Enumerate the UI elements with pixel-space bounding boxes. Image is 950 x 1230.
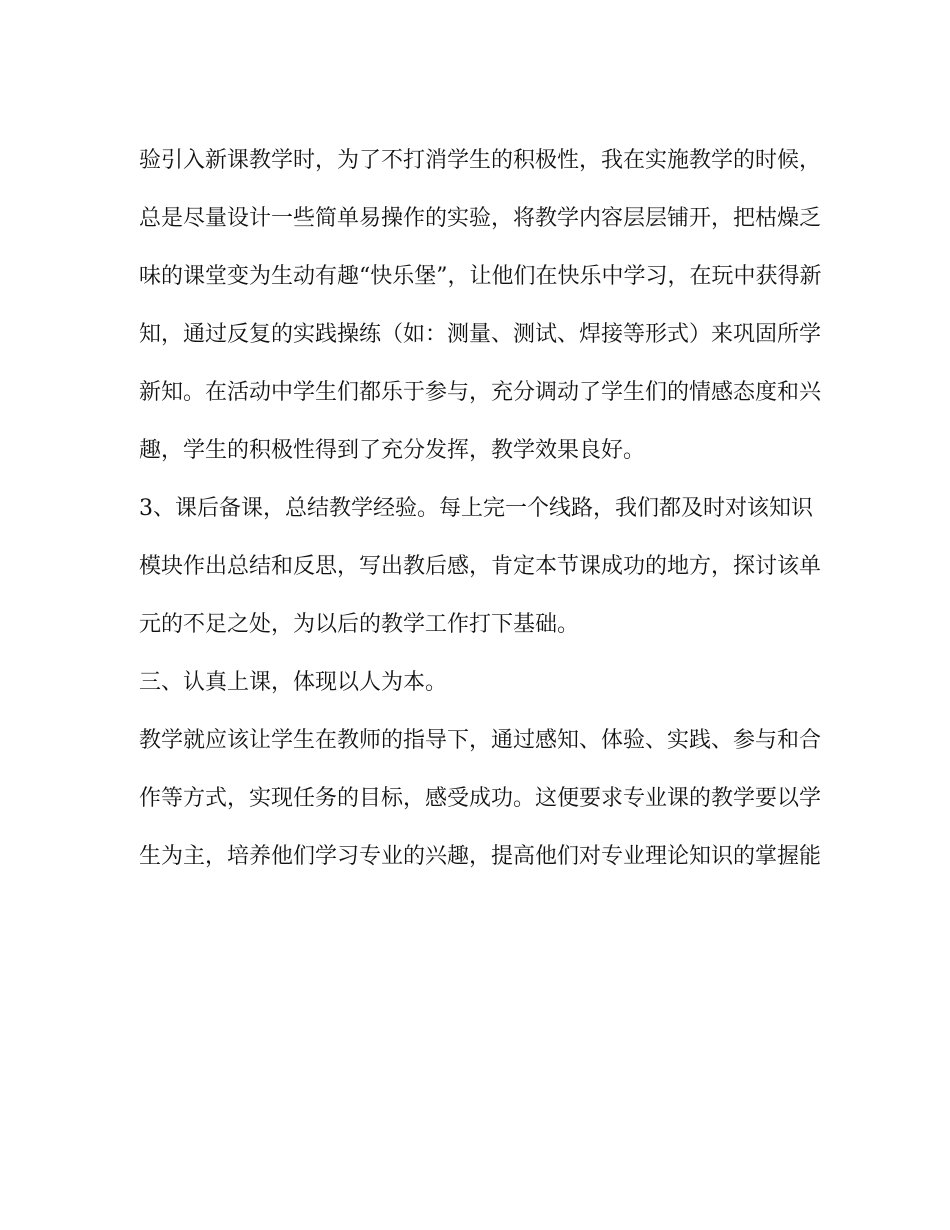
text-line: 模块作出总结和反思，写出教后感，肯定本节课成功的地方，探讨该单 [139,554,822,579]
text-line: 元的不足之处，为以后的教学工作打下基础。 [139,612,580,637]
text-line: 总是尽量设计一些简单易操作的实验，将教学内容层层铺开，把枯燥乏 [139,206,822,231]
text-line: 教学就应该让学生在教师的指导下，通过感知、体验、实践、参与和合 [139,728,822,753]
text-line: 味的课堂变为生动有趣“快乐堡”，让他们在快乐中学习，在玩中获得新 [139,264,822,289]
section-heading: 三、认真上课，体现以人为本。 [139,670,448,695]
text-line: 新知。在活动中学生们都乐于参与，充分调动了学生们的情感态度和兴 [139,380,822,405]
text-line: 验引入新课教学时，为了不打消学生的积极性，我在实施教学的时候， [139,148,822,173]
body-text [139,132,829,886]
text-line: 趣，学生的积极性得到了充分发挥，教学效果良好。 [139,438,646,463]
text-line: 知，通过反复的实践操练（如：测量、测试、焊接等形式）来巩固所学 [139,322,822,347]
text-line: 作等方式，实现任务的目标，感受成功。这便要求专业课的教学要以学 [139,786,822,811]
text-line: 3、课后备课，总结教学经验。每上完一个线路，我们都及时对该知识 [139,496,813,521]
text-line: 生为主，培养他们学习专业的兴趣，提高他们对专业理论知识的掌握能 [139,844,822,869]
